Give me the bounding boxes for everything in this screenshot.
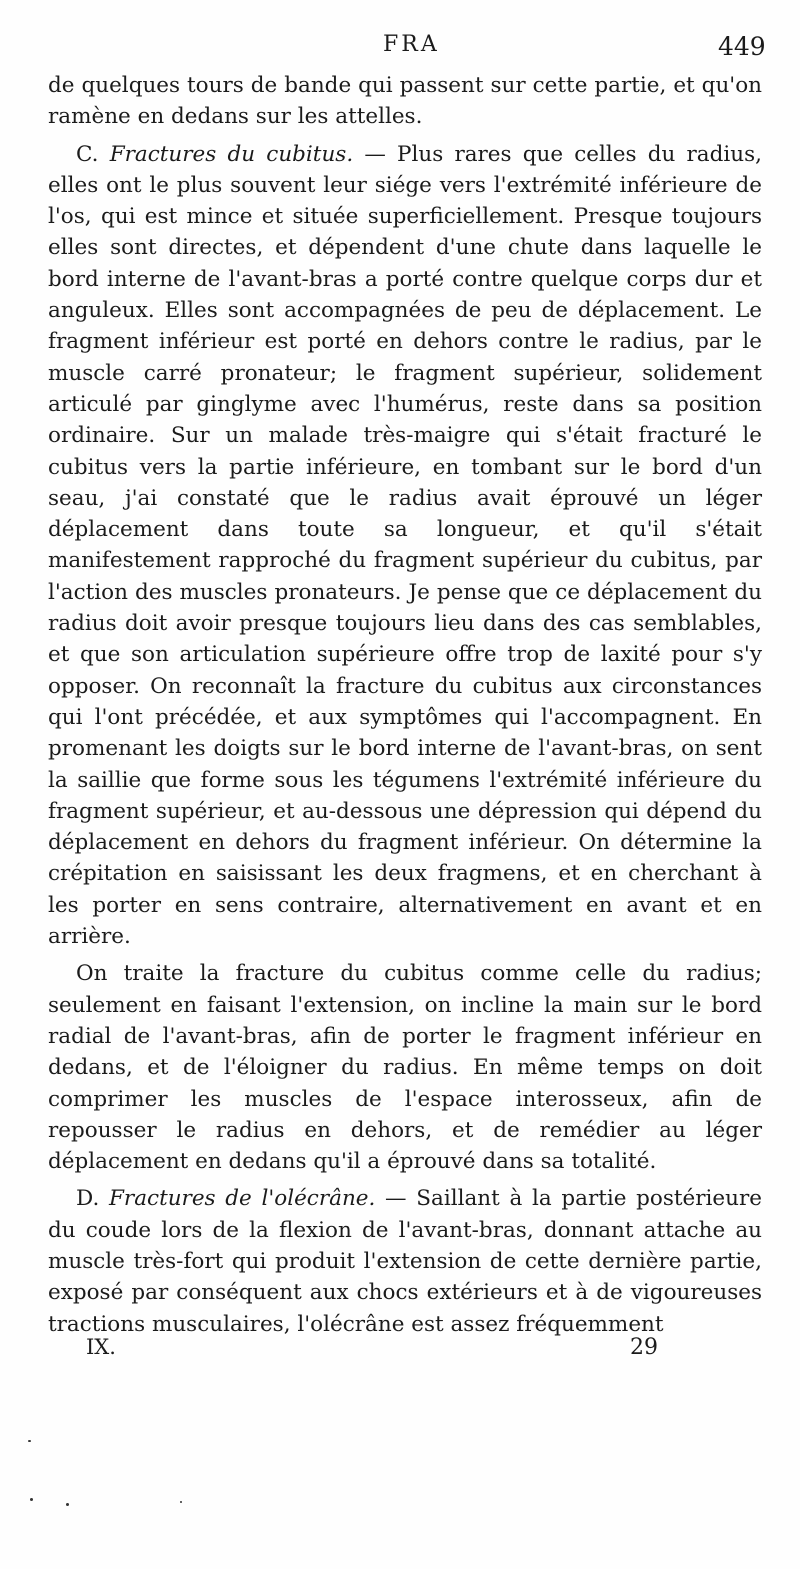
paragraph-fractures-cubitus	[48, 139, 762, 953]
paragraph-fractures-olecrane	[48, 1183, 762, 1339]
paragraph-text: Saillant à la partie postérieure du coude lors de la flexion de l'avant-bras, donnant attache au muscle très-fort qui produit l'extension de cette dernière partie, exposé par conséquent aux chocs extérieurs et à de vigoureuses tractions musculaires, l'olécrâne est assez fréquemment	[48, 1186, 762, 1337]
paragraph-continuation	[48, 70, 762, 133]
paragraph-text: On traite la fracture du cubitus comme celle du radius; seulement en faisant l'extension, on incline la main sur le bord radial de l'avant-bras, afin de porter le fragment inférieur en dedans, et de l'éloigner du radius. En même temps on doit comprimer les muscles de l'espace interosseux, afin de repousser le radius en dehors, et de remédier au léger déplacement en dedans qu'il a éprouvé dans sa totalité.	[48, 961, 762, 1175]
page-header	[0, 32, 800, 72]
paragraph-text: Plus rares que celles du radius, elles ont le plus souvent leur siége vers l'extrémité inférieure de l'os, qui est mince et située superficiellement. Presque toujours elles sont directes, et dépendent d'une chute dans laquelle le bord interne de l'avant-bras a porté contre quelque corps dur et anguleux. Elles sont accompagnées de peu de déplacement. Le fragment inférieur est porté en dehors contre le radius, par le muscle carré pronateur; le fragment supérieur, solidement articulé par ginglyme avec l'humérus, reste dans sa position ordinaire. Sur un malade très-maigre qui s'était fracturé le cubitus vers la partie inférieure, en tombant sur le bord d'un seau, j'ai constaté que le radius avait éprouvé un léger déplacement dans toute sa longueur, et qu'il s'était manifestement rapproché du fragment supérieur du cubitus, par l'action des muscles pronateurs. Je pense que ce déplacement du radius doit avoir presque toujours lieu dans des cas semblables, et que son articulation supérieure offre trop de laxité pour s'y opposer. On reconnaît la fracture du cubitus aux circonstances qui l'ont précédée, et aux symptômes qui l'accompagnent. En promenant les doigts sur le bord interne de l'avant-bras, on sent la saillie que forme sous les tégumens l'extrémité inférieure du fragment supérieur, et au-dessous une dépression qui dépend du déplacement en dehors du fragment inférieur. On détermine la crépitation en saisissant les deux fragmens, et en cherchant à les porter en sens contraire, alternativement en avant et en arrière.	[48, 141, 762, 950]
section-dash: —	[353, 141, 398, 167]
ink-speck	[30, 1498, 33, 1501]
ink-speck	[28, 1440, 31, 1442]
section-label: C.	[76, 141, 99, 167]
section-label: D.	[76, 1186, 100, 1212]
body-text	[48, 70, 762, 1340]
page-footer	[0, 1335, 800, 1375]
section-title: Fractures du cubitus.	[109, 141, 354, 167]
ink-speck	[66, 1503, 69, 1506]
section-title: Fractures de l'olécrâne.	[109, 1186, 376, 1212]
page-number: 449	[718, 32, 766, 61]
ink-speck	[180, 1501, 182, 1503]
section-dash: —	[375, 1186, 417, 1212]
signature-mark: 29	[630, 1335, 658, 1360]
paragraph-treatment	[48, 958, 762, 1177]
volume-mark: IX.	[86, 1335, 116, 1359]
paragraph-text: de quelques tours de bande qui passent sur cette partie, et qu'on ramène en dedans sur les attelles.	[48, 73, 762, 130]
running-head: FRA	[383, 32, 440, 57]
